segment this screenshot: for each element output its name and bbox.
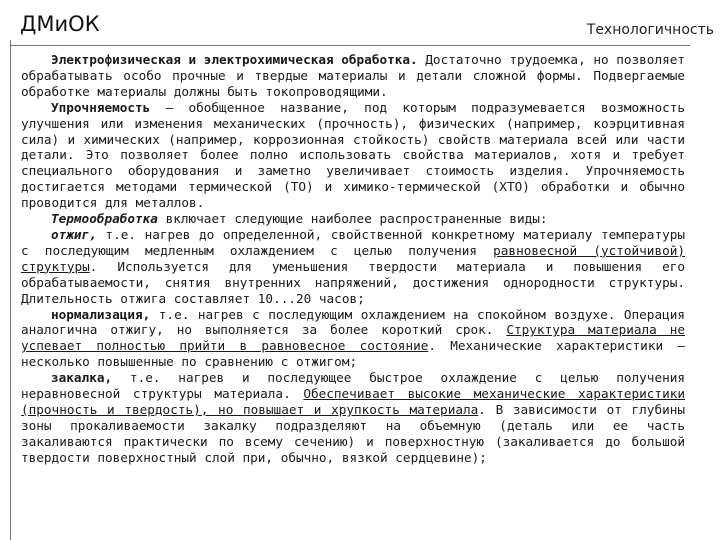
text-run: . Используется для уменьшения твердости материала и повышения его обрабатываемости, снятия внутренних напряжений, достижения однородности структуры. Длительность отжига составляет 10...20 часов; [21, 258, 685, 306]
text-run: – обобщенное название, под которым подразумевается возможность улучшения или изменения механических (прочность), физических (например, коэрцитивная сила) и химических (например, коррозионная стойкость) свойств материала всей или части детали. Это позволяет более полно использовать свойства материалов, хотя и требует специального оборудования и заметно увеличивает стоимость изделия. Упрочняемость достигается методами термической (ТО) и химико-термической (ХТО) обработки и обычно проводится для металлов. [21, 99, 685, 211]
underlined-text: равновесной (устойчивой) структуры [21, 242, 686, 274]
paragraph [21, 211, 685, 227]
section-title: Технологичность [586, 22, 714, 38]
text-run: Достаточно трудоемка, но позволяет обрабатывать особо прочные и твердые материалы и детали сложной формы. Подвергаемые обработке материалы должны быть токопроводящими. [21, 52, 686, 99]
paragraph [21, 52, 685, 100]
underlined-text: Структура материала не успевает полностью прийти в равновесное состояние [21, 322, 685, 354]
text-run: т.е. нагрев и последующее быстрое охлаждение с целью получения неравновесной структуры материала. [21, 370, 685, 402]
bold-term: Упрочняемость [51, 99, 151, 115]
paragraph [21, 227, 685, 307]
text-run: . Механические характеристики – несколько повышенные по сравнению с отжигом; [21, 338, 685, 370]
text-run: т.е. нагрев до определенной, свойственной конкретному материалу температуры с последующим медленным охлаждением с целью получения [21, 226, 685, 258]
text-run: включает следующие наиболее распространенные виды: [157, 211, 548, 227]
course-title: ДМиОК [20, 12, 100, 36]
bold-term: закалка, [51, 370, 113, 386]
left-divider [10, 40, 11, 540]
text-run: . В зависимости от глубины зоны прокаливаемости закалку подразделяют на объемную (деталь или ее часть закаливаются практически по всему сечению) и поверхностную (закаливается до большой твердости поверхностный слой при, обычно, вязкой сердцевине); [21, 401, 685, 465]
underlined-text: Обеспечивает высокие механические характеристики (прочность и твердость), но повышает и хрупкость материала [21, 386, 685, 417]
slide-header [0, 0, 720, 50]
bold-term: Электрофизическая и электрохимическая обработка. [51, 52, 418, 67]
bold-term: нормализация, [51, 306, 151, 322]
bold-italic-term: Термообработка [51, 211, 158, 227]
paragraph [21, 370, 685, 465]
header-divider [10, 45, 690, 46]
paragraph [21, 100, 685, 211]
slide-body [21, 52, 685, 466]
paragraph [21, 307, 685, 371]
bold-italic-term: отжиг, [51, 226, 97, 242]
text-run: т.е. нагрев с последующим охлаждением на спокойном воздухе. Операция аналогична отжигу, но выполняется за более короткий срок. [21, 306, 685, 338]
